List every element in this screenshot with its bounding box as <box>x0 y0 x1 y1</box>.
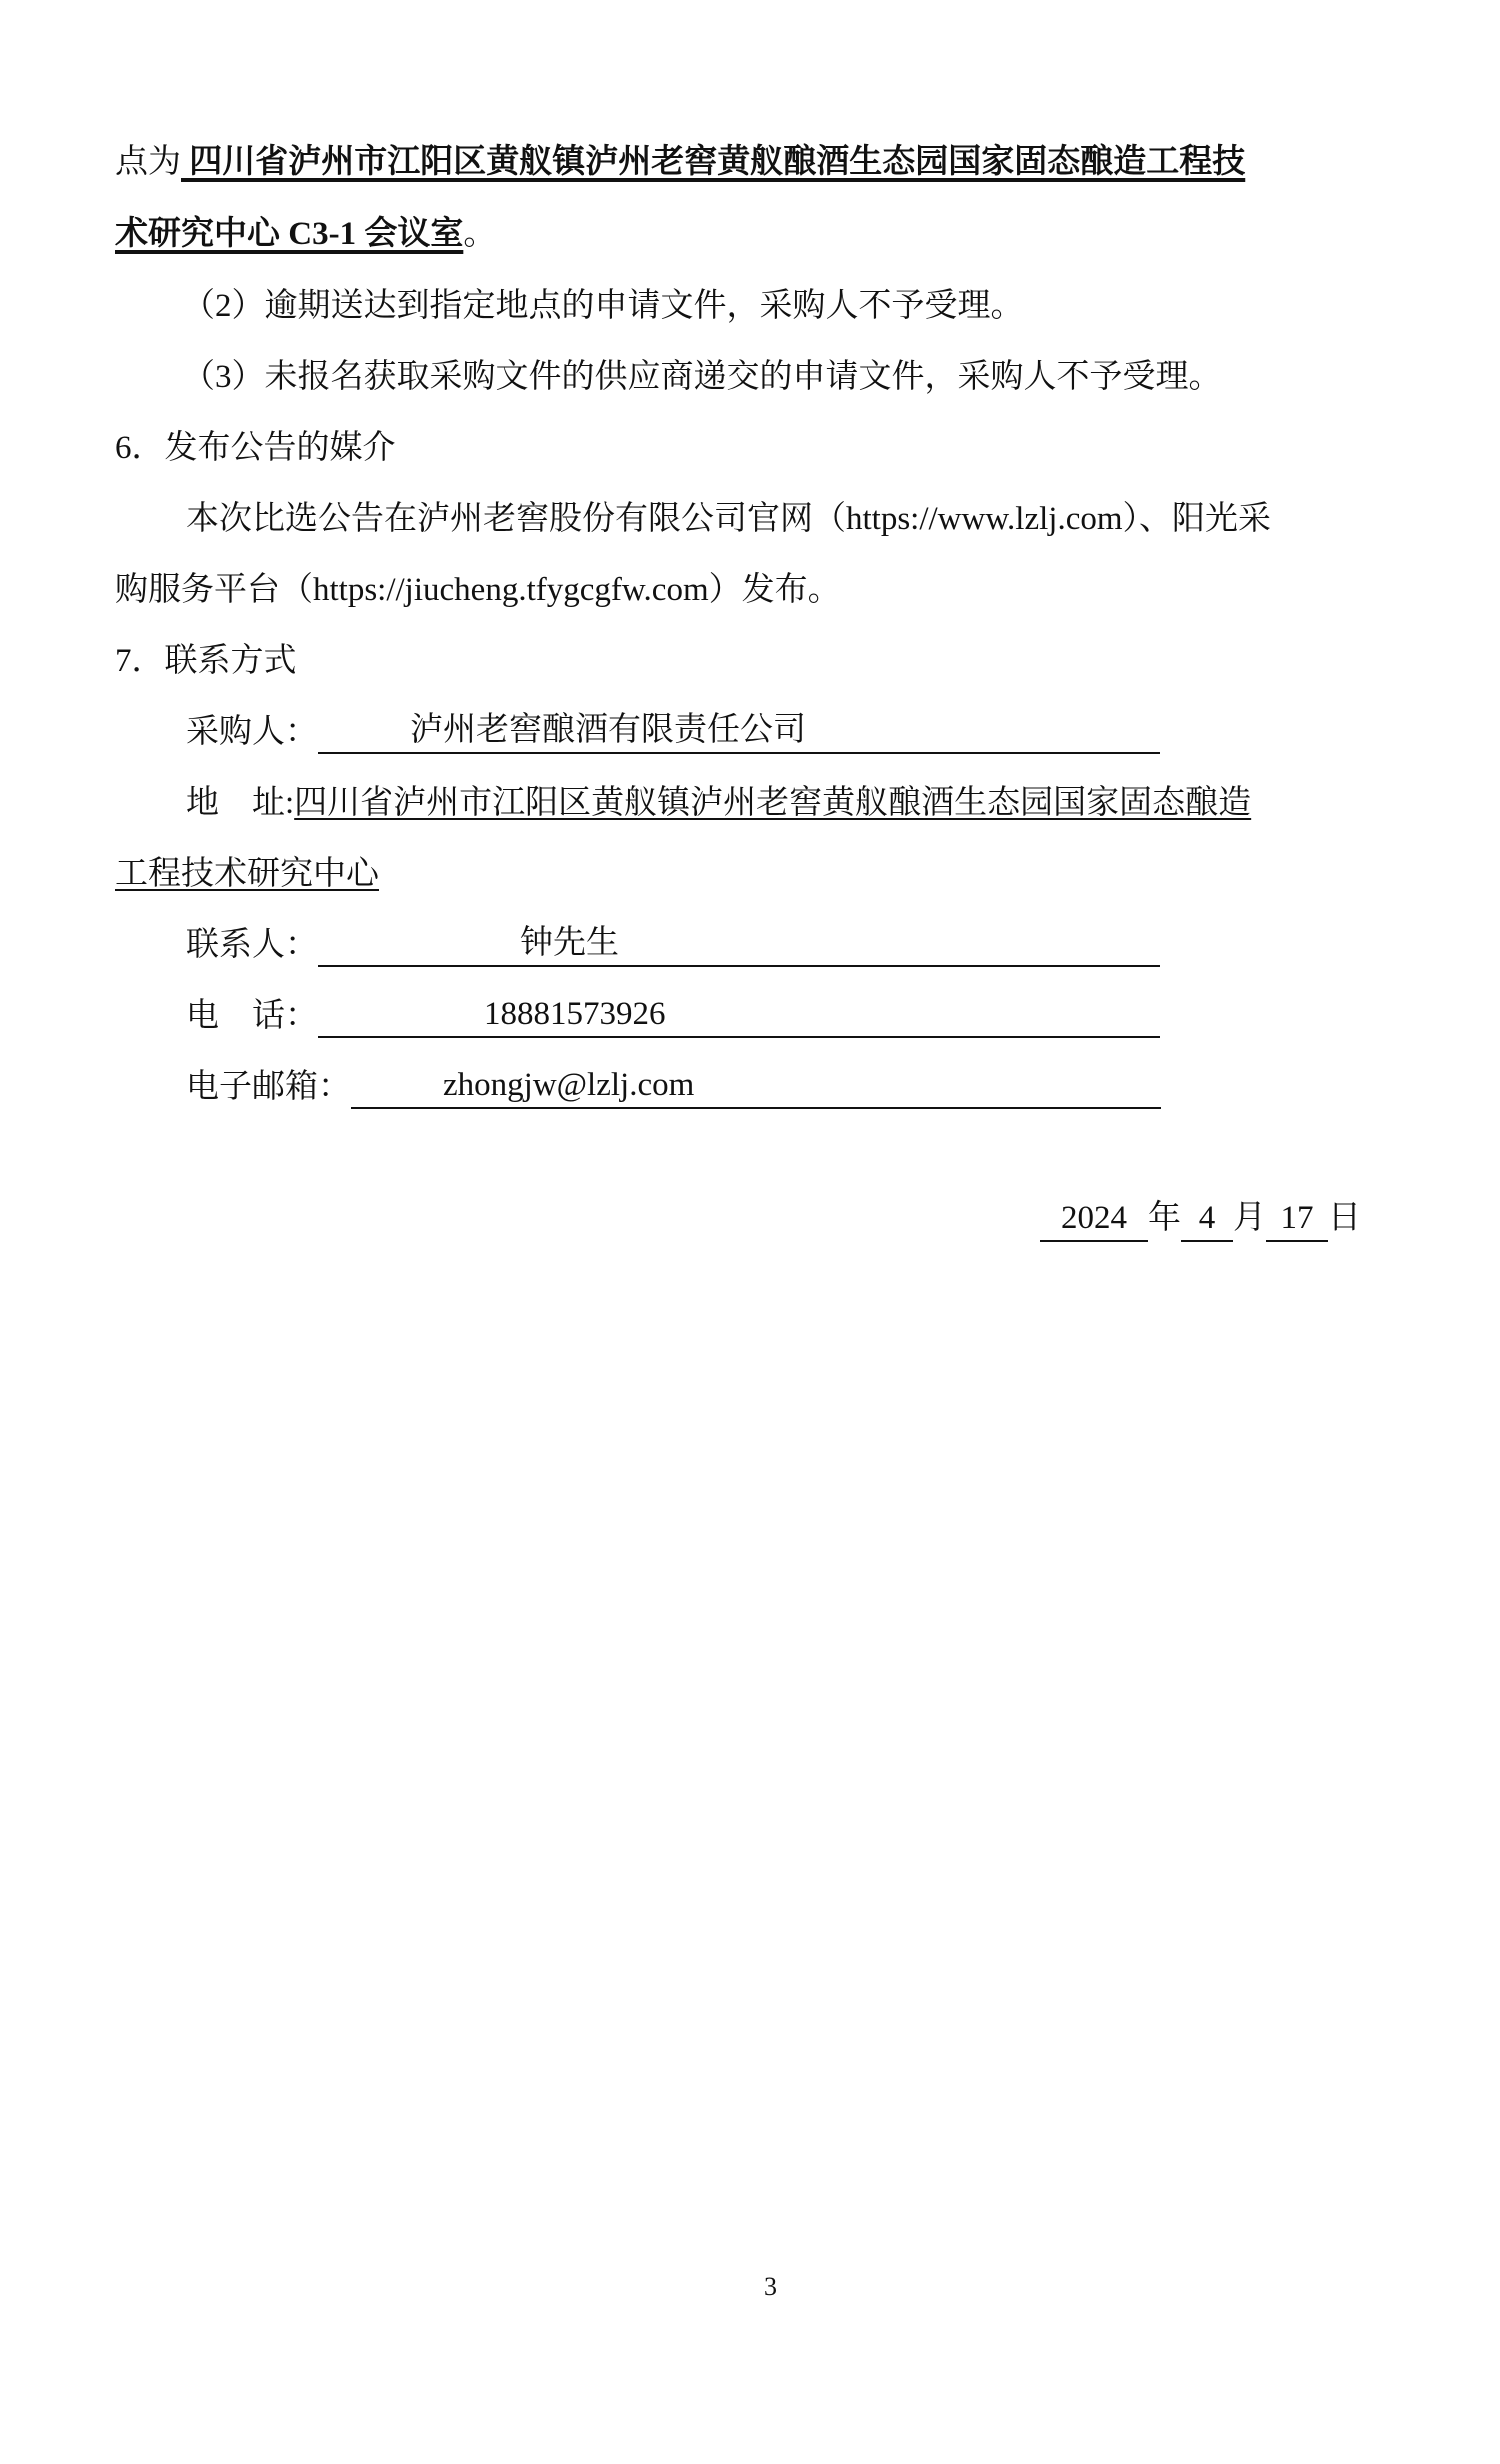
email-row <box>186 1065 1161 1109</box>
address-row <box>186 781 1251 825</box>
date-year: 2024 <box>1040 1196 1148 1242</box>
date-month: 4 <box>1181 1196 1233 1242</box>
clause-2: （2）逾期送达到指定地点的申请文件，采购人不予受理。 <box>182 288 1024 324</box>
email-label: 电子邮箱： <box>186 1069 351 1105</box>
purchaser-row <box>186 710 1160 754</box>
date-day-unit: 日 <box>1328 1200 1361 1236</box>
purchaser-blank <box>318 712 1160 754</box>
venue-suffix: 。 <box>463 216 497 252</box>
venue-address-part2: 术研究中心 C3-1 会议室 <box>115 216 464 252</box>
phone-label: 电 话： <box>186 998 318 1034</box>
venue-address-part1: 四川省泸州市江阳区黄舣镇泸州老窖黄舣酿酒生态园国家固态酿造工程技 <box>181 144 1246 180</box>
address-row-2 <box>115 852 379 896</box>
purchaser-value: 泸州老窖酿酒有限责任公司 <box>410 712 806 748</box>
email-value: zhongjw@lzlj.com <box>443 1067 695 1103</box>
section-6-heading: 6．发布公告的媒介 <box>115 430 396 466</box>
address-value-line1: 四川省泸州市江阳区黄舣镇泸州老窖黄舣酿酒生态园国家固态酿造 <box>294 785 1252 821</box>
section-7-heading: 7．联系方式 <box>115 643 297 679</box>
venue-line-1 <box>115 140 1245 184</box>
date-month-unit: 月 <box>1233 1200 1266 1236</box>
venue-line-2 <box>115 212 496 256</box>
phone-row <box>186 994 1160 1038</box>
date-row <box>1040 1196 1361 1240</box>
date-year-unit: 年 <box>1148 1200 1181 1236</box>
contact-blank <box>318 925 1160 967</box>
address-label: 地 址: <box>186 785 295 821</box>
date-day: 17 <box>1266 1196 1328 1242</box>
purchaser-label: 采购人： <box>186 714 318 750</box>
venue-prefix: 点为 <box>115 144 181 180</box>
phone-blank <box>318 996 1160 1038</box>
contact-row <box>186 923 1160 967</box>
address-value-line2: 工程技术研究中心 <box>115 856 379 892</box>
contact-label: 联系人： <box>186 927 318 963</box>
email-blank <box>351 1067 1161 1109</box>
section-6-body-line1: 本次比选公告在泸州老窖股份有限公司官网（https://www.lzlj.com）、阳光采 <box>186 501 1272 537</box>
page-number: 3 <box>764 2272 777 2301</box>
section-6-body-line2: 购服务平台（https://jiucheng.tfygcgfw.com）发布。 <box>115 572 841 608</box>
phone-value: 18881573926 <box>484 996 666 1032</box>
clause-3: （3）未报名获取采购文件的供应商递交的申请文件，采购人不予受理。 <box>182 359 1222 395</box>
contact-value: 钟先生 <box>520 925 619 961</box>
